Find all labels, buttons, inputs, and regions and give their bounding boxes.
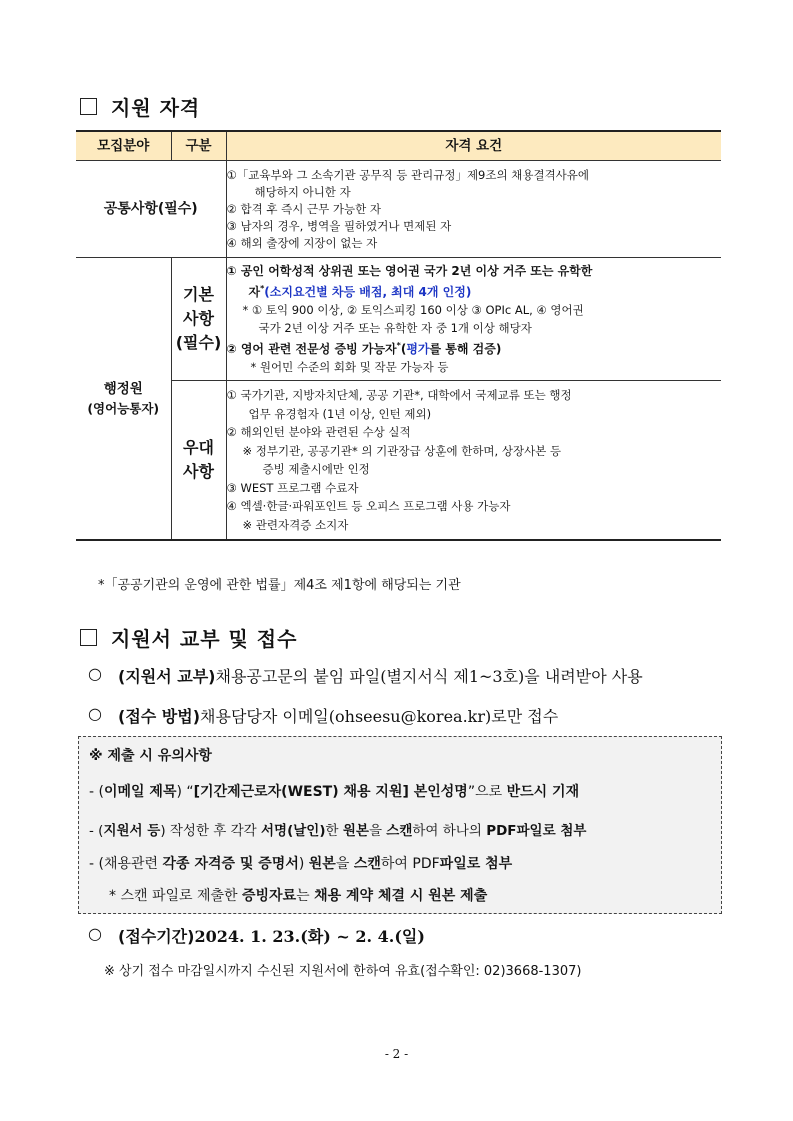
notice-title: ※ 제출 시 유의사항 <box>89 748 212 764</box>
page-number: - 2 - <box>384 1047 409 1061</box>
admin-field-line: 행정원 <box>103 380 143 397</box>
notice-row-scan-files <box>109 885 487 905</box>
common-field-cell: 공통사항(필수) <box>76 161 226 258</box>
basic-text: ② 영어 관련 전문성 증빙 가능자 <box>226 342 397 356</box>
preferred-label-line: 우대 <box>183 438 214 457</box>
notice-text: ) <box>298 856 309 872</box>
footnote-mark: * <box>260 284 265 293</box>
basic-highlight: (소지요건별 차등 배점, 최대 4개 인정) <box>264 285 472 299</box>
bullet-text: 채용담당자 이메일(ohseesu@korea.kr)로만 접수 <box>200 707 559 726</box>
basic-label-cell <box>171 258 226 381</box>
notice-row-application-form <box>89 819 586 839</box>
preferred-item: ※ 정부기관, 공공기관* 의 기관장급 상훈에 한하며, 상장사본 등 <box>242 443 562 458</box>
preferred-item: ③ WEST 프로그램 수료자 <box>226 480 359 495</box>
circle-bullet-icon: ○ <box>88 704 102 723</box>
notice-bold: 이메일 제목 <box>103 784 177 800</box>
header-field: 모집분야 <box>76 131 171 161</box>
common-item: ② 합격 후 즉시 근무 가능한 자 <box>226 201 381 216</box>
footnote-mark: * <box>396 341 401 350</box>
header-category: 구분 <box>171 131 226 161</box>
preferred-requirements-cell <box>226 381 721 541</box>
checkbox-square-icon <box>80 98 97 115</box>
notice-bold: 원본 <box>308 856 336 872</box>
table-row-admin-basic <box>76 258 721 381</box>
notice-bold: 각종 자격증 및 증명서 <box>162 856 299 872</box>
preferred-item: ※ 관련자격증 소지자 <box>242 517 349 532</box>
notice-bold: PDF파일로 첨부 <box>486 823 587 839</box>
checkbox-square-icon <box>80 629 97 646</box>
admin-field-cell <box>76 258 171 541</box>
bullet-distribution <box>88 664 643 687</box>
common-item: ④ 해외 출장에 지장이 없는 자 <box>226 235 378 250</box>
common-item: 해당하지 아니한 자 <box>254 184 351 199</box>
notice-bold: [기간제근로자(WEST) 채용 지원] 본인성명 <box>193 784 468 800</box>
notice-text: 을 <box>335 856 354 872</box>
notice-text: - (채용관련 <box>89 856 163 872</box>
section-title-text: 지원서 교부 및 접수 <box>111 627 298 651</box>
notice-bold: 스캔 <box>353 856 381 872</box>
preferred-item: ① 국가기관, 지방자치단체, 공공 기관*, 대학에서 국제교류 또는 행정 <box>226 388 572 402</box>
common-item: ③ 남자의 경우, 병역을 필하였거나 면제된 자 <box>226 218 452 233</box>
notice-text: 하여 PDF <box>380 856 440 872</box>
notice-bold: 서명(날인) <box>261 823 326 839</box>
notice-bold: 지원서 등 <box>103 823 161 839</box>
notice-text: 하여 하나의 <box>412 823 487 839</box>
admin-field-line: (영어능통자) <box>87 400 160 416</box>
table-row-admin-preferred <box>76 381 721 541</box>
preferred-item: ② 해외인턴 분야와 관련된 수상 실적 <box>226 425 411 439</box>
notice-row-certificates <box>89 853 512 873</box>
notice-bold: 증빙자료 <box>242 888 297 904</box>
preferred-item: ④ 엑셀·한글·파워포인트 등 오피스 프로그램 사용 가능자 <box>226 499 511 513</box>
basic-item: * 원어민 수준의 회화 및 작문 가능자 등 <box>250 360 449 374</box>
bullet-submission-method <box>88 704 558 727</box>
notice-bold: 스캔 <box>386 823 413 839</box>
notice-text: * 스캔 파일로 제출한 <box>109 888 242 904</box>
preferred-label-cell <box>171 381 226 541</box>
basic-text: 자 <box>248 285 261 299</box>
notice-text: 한 <box>325 823 343 839</box>
notice-bold: 반드시 기재 <box>506 784 580 800</box>
footnote: *「공공기관의 운영에 관한 법률」제4조 제1항에 해당되는 기관 <box>98 578 461 593</box>
notice-row-email-subject <box>89 781 579 801</box>
requirements-table <box>76 130 721 541</box>
notice-bold: 채용 계약 체결 시 원본 제출 <box>314 888 488 904</box>
bullet-application-period <box>88 924 425 947</box>
basic-item <box>227 280 722 301</box>
bullet-text: 채용공고문의 붙임 파일(별지서식 제1~3호)을 내려받아 사용 <box>215 667 643 686</box>
bullet-label: (지원서 교부) <box>118 667 216 686</box>
notice-text: - ( <box>89 823 104 839</box>
basic-item: 국가 2년 이상 거주 또는 유학한 자 중 1개 이상 해당자 <box>258 321 532 335</box>
section-title-text: 지원 자격 <box>111 96 201 120</box>
preferred-label-line: 사항 <box>183 462 214 481</box>
notice-text: 을 <box>368 823 387 839</box>
section-title-eligibility <box>80 92 200 121</box>
table-header-row <box>76 131 721 161</box>
basic-highlight: 평가 <box>406 342 430 356</box>
circle-bullet-icon: ○ <box>88 664 102 683</box>
submission-notice-box <box>78 736 722 914</box>
basic-text: 를 통해 검증) <box>429 342 502 356</box>
notice-text: ) 작성한 후 각각 <box>160 823 261 839</box>
notice-bold: 원본 <box>342 823 369 839</box>
circle-bullet-icon: ○ <box>88 924 102 943</box>
notice-text: ) “ <box>176 784 194 800</box>
basic-text: ( <box>400 342 407 356</box>
basic-item: * ① 토익 900 이상, ② 토익스피킹 160 이상 ③ OPIc AL, ④ 영어권 <box>242 303 584 317</box>
common-requirements-cell <box>226 161 721 258</box>
basic-label-line: (필수) <box>175 333 222 352</box>
bullet-label: (접수기간) <box>118 927 195 946</box>
notice-text: ”으로 <box>467 784 507 800</box>
bullet-label: (접수 방법) <box>118 707 201 726</box>
header-requirements: 자격 요건 <box>226 131 721 161</box>
notice-text: - ( <box>89 784 104 800</box>
basic-requirements-cell <box>226 258 721 381</box>
basic-item <box>227 337 722 358</box>
table-row-common <box>76 161 721 258</box>
basic-item: ① 공인 어학성적 상위권 또는 영어권 국가 2년 이상 거주 또는 유학한 <box>226 264 593 278</box>
notice-bold: 파일로 첨부 <box>439 856 513 872</box>
period-note: ※ 상기 접수 마감일시까지 수신된 지원서에 한하여 유효(접수확인: 02)3668-1307) <box>104 964 582 979</box>
bullet-text: 2024. 1. 23.(화) ~ 2. 4.(일) <box>194 927 425 946</box>
section-title-application <box>80 623 297 652</box>
common-item: ①「교육부와 그 소속기관 공무직 등 관리규정」제9조의 채용결격사유에 <box>226 167 589 182</box>
preferred-item: 증빙 제출시에만 인정 <box>262 462 370 476</box>
basic-label-line: 기본 <box>183 285 214 304</box>
preferred-item: 업무 유경험자 (1년 이상, 인턴 제외) <box>248 406 432 421</box>
basic-label-line: 사항 <box>183 309 214 328</box>
notice-text: 는 <box>296 888 315 904</box>
